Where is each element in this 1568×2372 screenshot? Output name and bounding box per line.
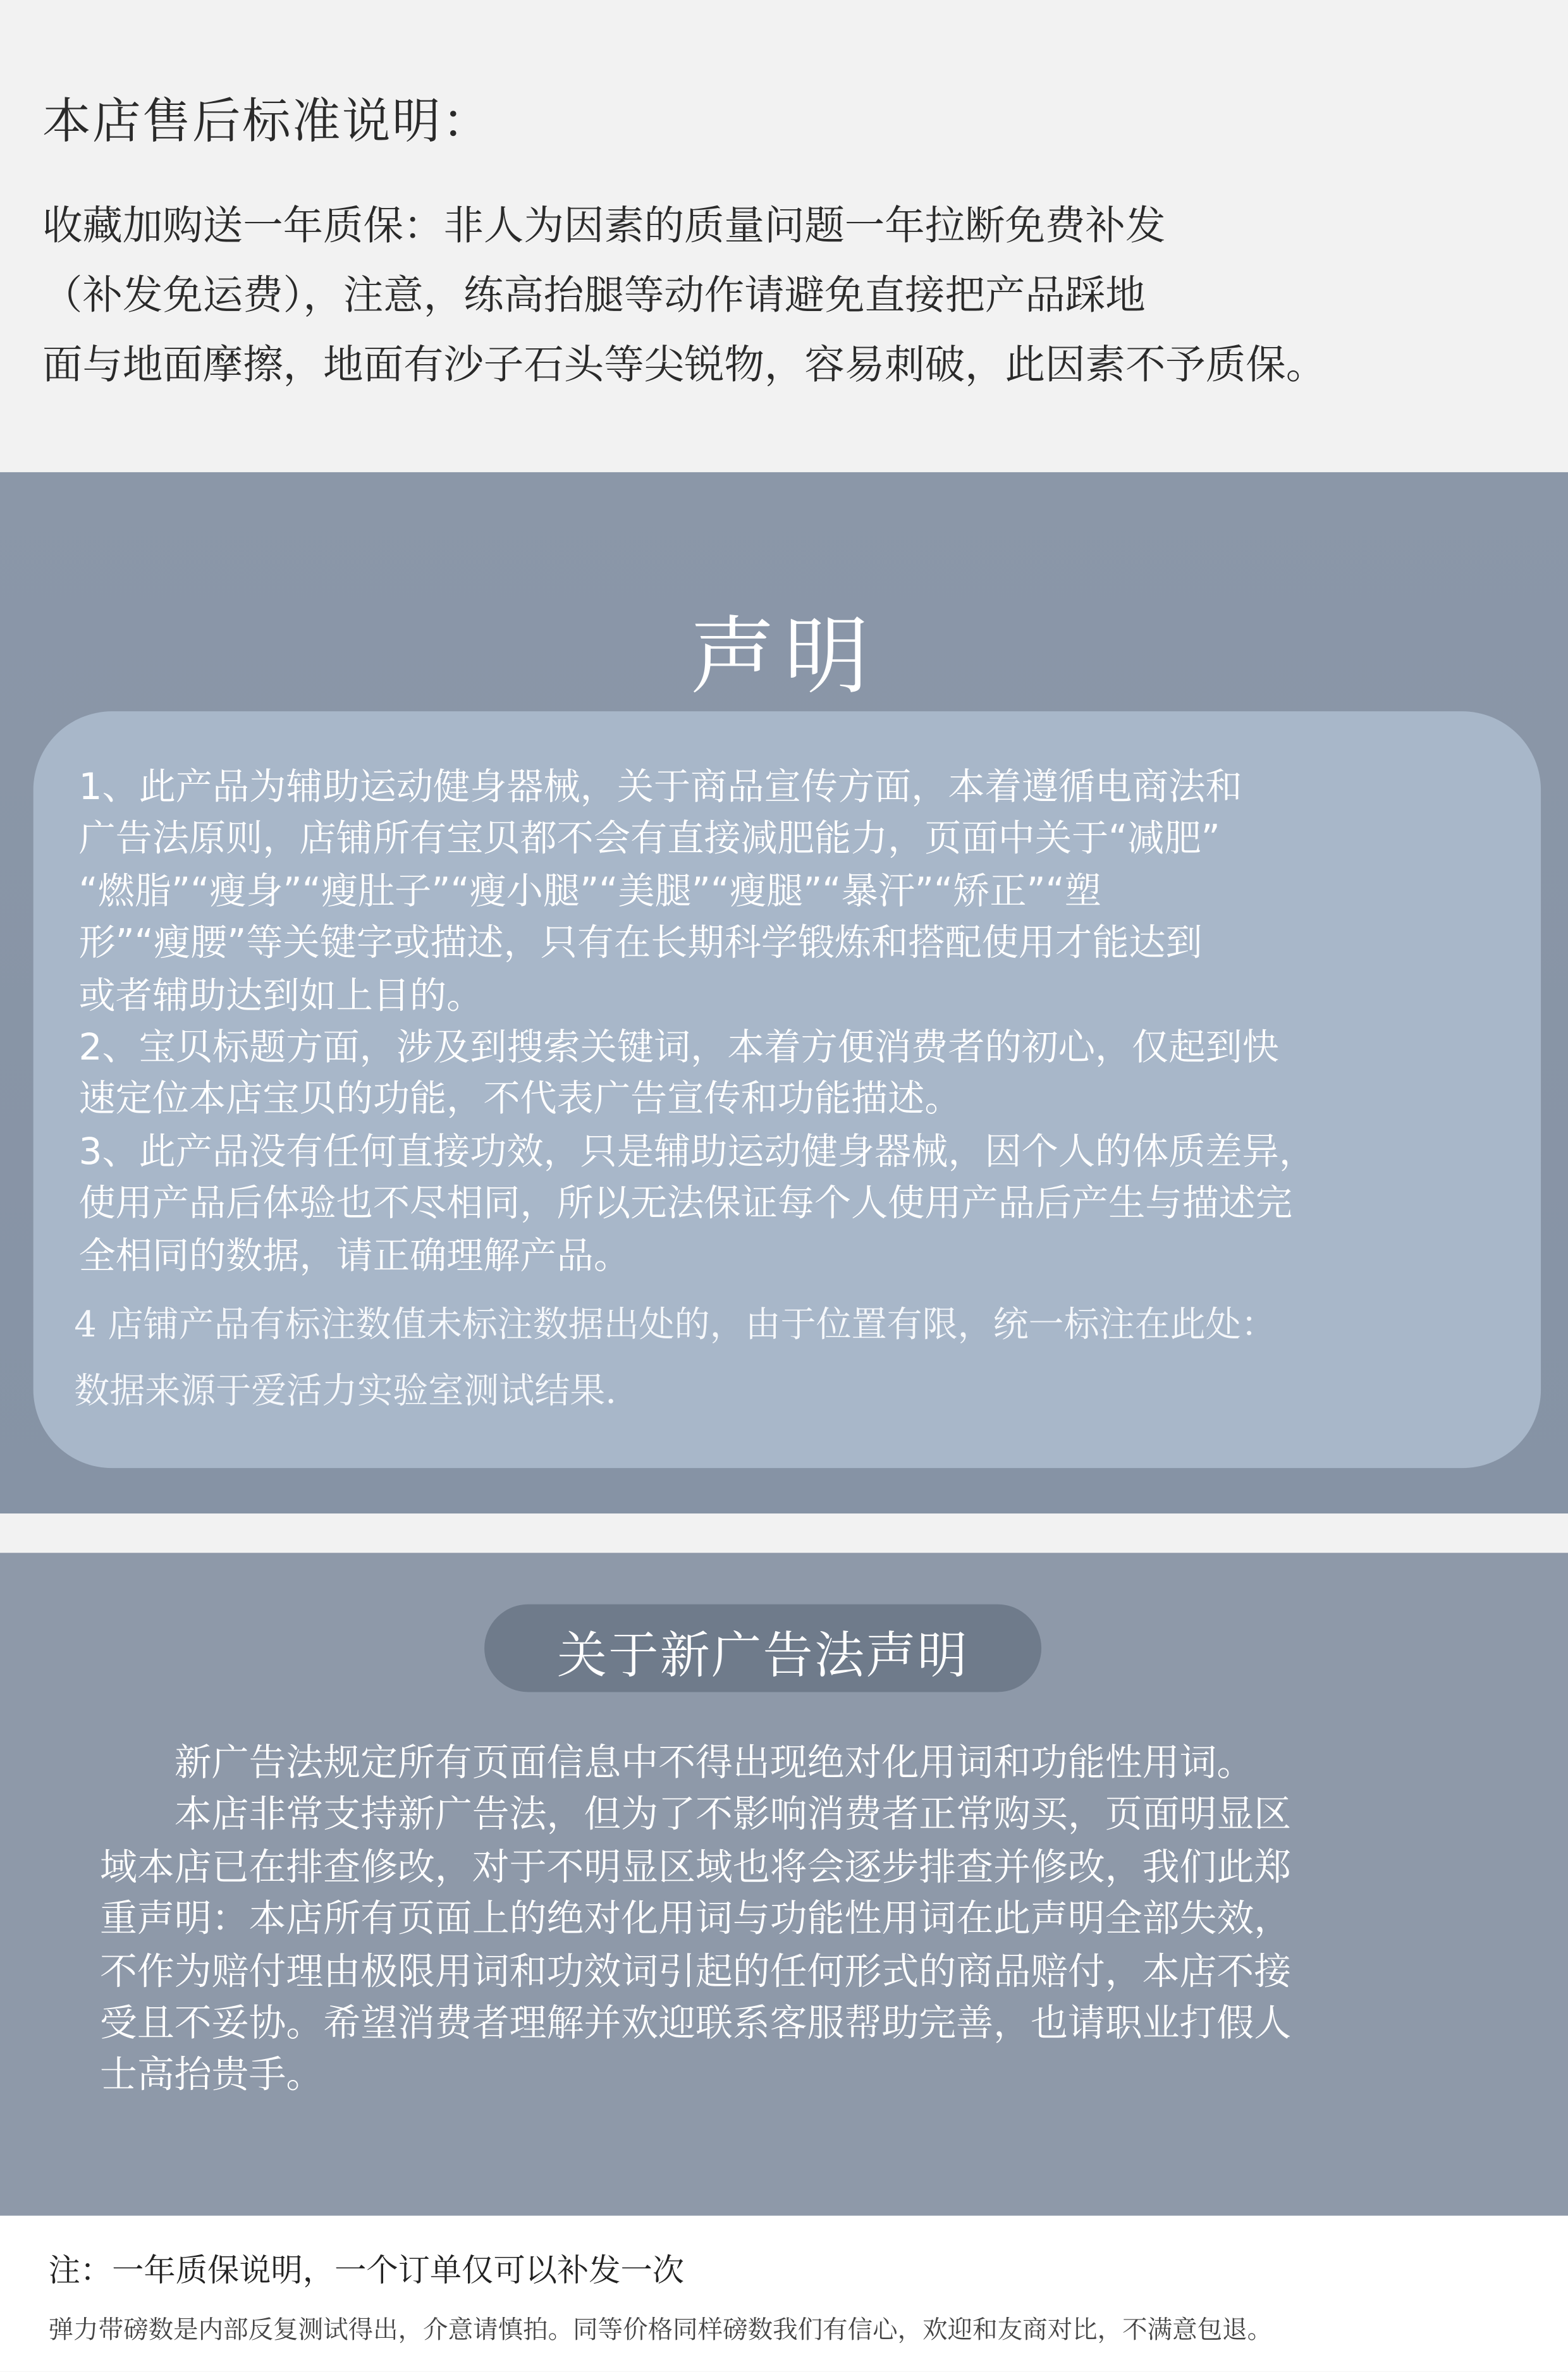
statement-section — [0, 472, 1568, 1513]
resistance-band-note: 弹力带磅数是内部反复测试得出，介意请慎拍。同等价格同样磅数我们有信心，欢迎和友商对比，不满意包退。 — [48, 2315, 1273, 2345]
statement-line: 形”“瘦腰”等关键字或描述，只有在长期科学锻炼和搭配使用才能达到 — [78, 920, 1203, 965]
statement-line: 广告法原则，店铺所有宝贝都不会有直接减肥能力，页面中关于“减肥” — [78, 816, 1220, 860]
statement-line: “燃脂”“瘦身”“瘦肚子”“瘦小腿”“美腿”“瘦腿”“暴汗”“矫正”“塑 — [78, 868, 1101, 913]
ad-law-line: 域本店已在排查修改，对于不明显区域也将会逐步排查并修改，我们此郑 — [100, 1844, 1292, 1889]
after-sales-text — [42, 192, 1326, 401]
after-sales-line: （补发免运费），注意，练高抬腿等动作请避免直接把产品踩地 — [42, 272, 1146, 320]
ad-law-line: 受且不妥协。希望消费者理解并欢迎联系客服帮助完善，也请职业打假人 — [100, 2000, 1292, 2045]
after-sales-section — [0, 0, 1568, 472]
handwritten-line: 4 店铺产品有标注数值未标注数据出处的，由于位置有限，统一标注在此处： — [74, 1303, 1277, 1346]
ad-law-line: 士高抬贵手。 — [100, 2053, 324, 2097]
statement-line: 或者辅助达到如上目的。 — [78, 972, 484, 1017]
statement-handwritten-note — [74, 1291, 1276, 1424]
statement-line: 速定位本店宝贝的功能，不代表广告宣传和功能描述。 — [78, 1077, 962, 1121]
ad-law-line: 重声明：本店所有页面上的绝对化用词与功能性用词在此声明全部失效， — [100, 1897, 1292, 1941]
statement-line: 全相同的数据，请正确理解产品。 — [78, 1233, 630, 1277]
statement-line: 2、宝贝标题方面，涉及到搜索关键词，本着方便消费者的初心，仅起到快 — [78, 1024, 1279, 1069]
after-sales-line: 收藏加购送一年质保：非人为因素的质量问题一年拉断免费补发 — [42, 202, 1166, 250]
after-sales-line: 面与地面摩擦，地面有沙子石头等尖锐物，容易刺破，此因素不予质保。 — [42, 342, 1326, 389]
ad-law-title: 关于新广告法声明 — [556, 1625, 969, 1685]
handwritten-line: 数据来源于爱活力实验室测试结果. — [74, 1369, 617, 1412]
statement-text — [78, 761, 1316, 1282]
section-divider — [0, 1513, 1568, 1553]
statement-line: 3、此产品没有任何直接功效，只是辅助运动健身器械，因个人的体质差异， — [78, 1128, 1316, 1173]
ad-law-section — [0, 1553, 1568, 2216]
ad-law-text — [100, 1737, 1291, 2102]
ad-law-line: 本店非常支持新广告法，但为了不影响消费者正常购买，页面明显区 — [100, 1792, 1292, 1837]
ad-law-line: 不作为赔付理由极限用词和功效词引起的任何形式的商品赔付，本店不接 — [100, 1948, 1292, 1993]
statement-card — [34, 711, 1541, 1468]
ad-law-line: 新广告法规定所有页面信息中不得出现绝对化用词和功能性用词。 — [100, 1740, 1254, 1785]
statement-line: 使用产品后体验也不尽相同，所以无法保证每个人使用产品后产生与描述完 — [78, 1180, 1292, 1225]
statement-heading: 声明 — [690, 608, 878, 707]
after-sales-title: 本店售后标准说明： — [42, 92, 493, 150]
ad-law-title-pill — [484, 1605, 1041, 1692]
statement-line: 1、此产品为辅助运动健身器械，关于商品宣传方面，本着遵循电商法和 — [78, 764, 1242, 809]
footer-notes — [0, 2216, 1568, 2372]
warranty-note: 注：一年质保说明，一个订单仅可以补发一次 — [48, 2252, 685, 2289]
